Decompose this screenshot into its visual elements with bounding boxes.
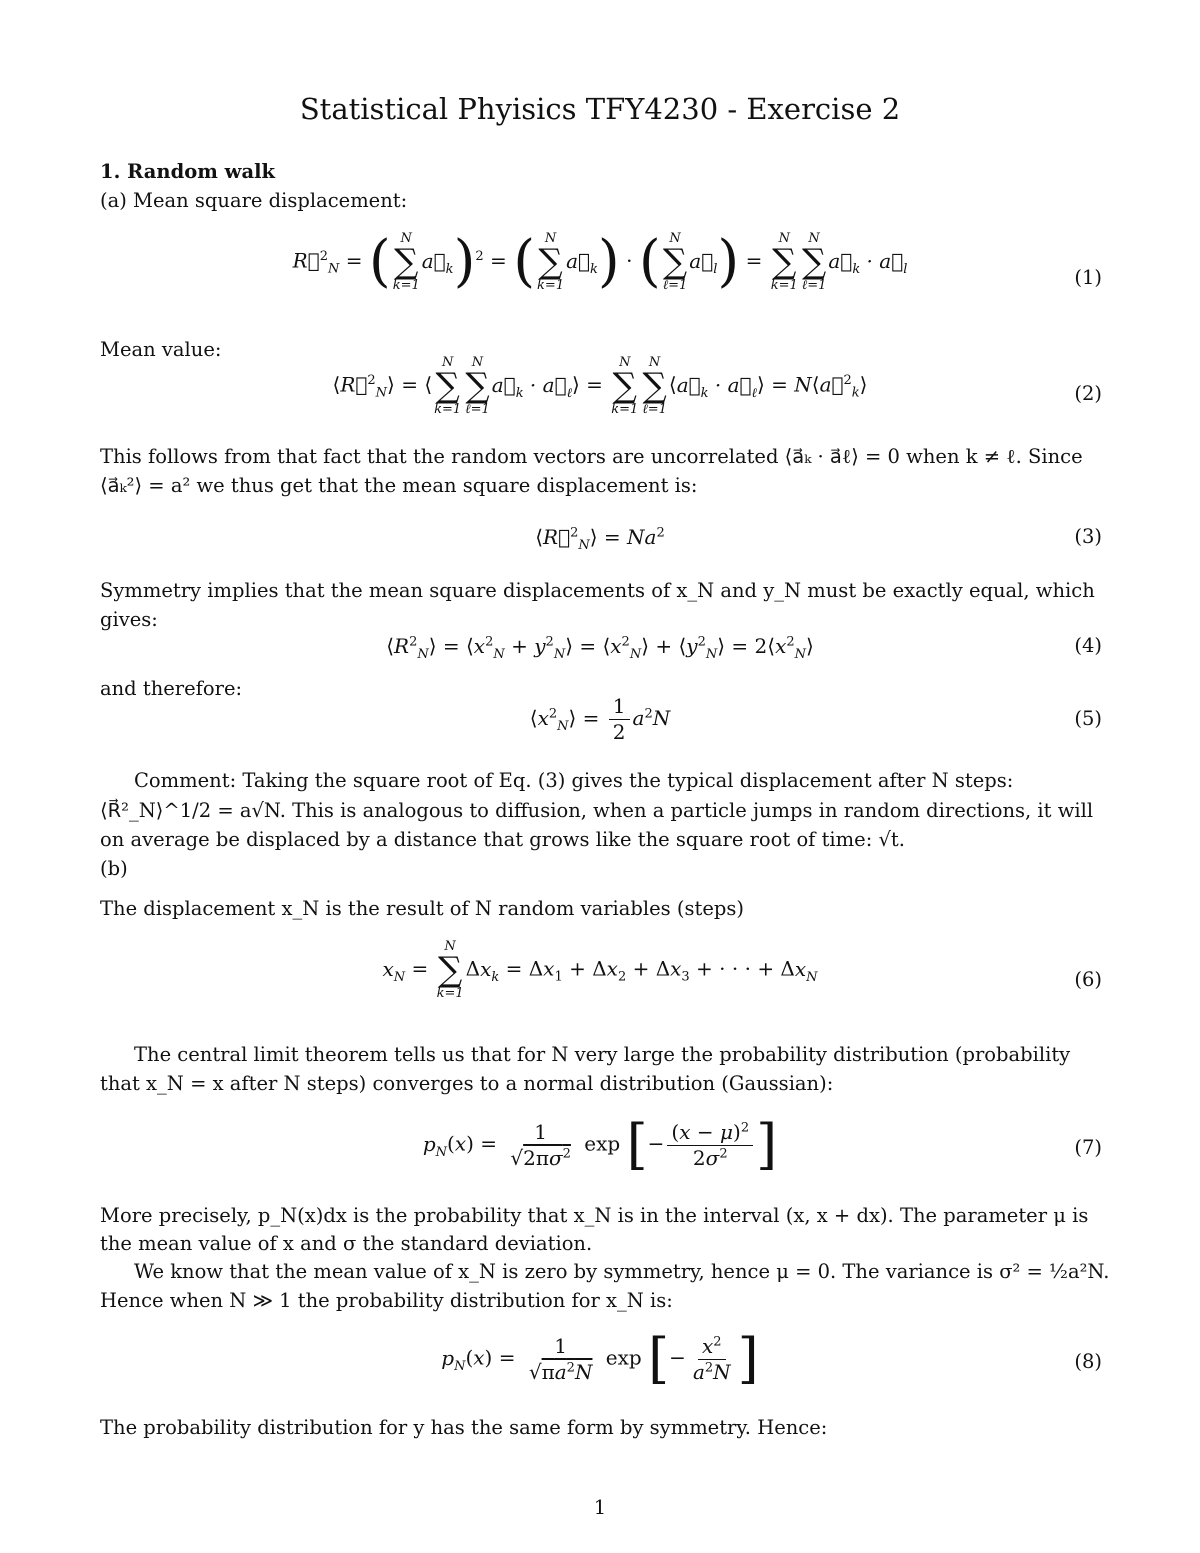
paragraph-line: We know that the mean value of x_N is zero by symmetry, hence μ = 0. The variance is σ² = ½a²N. <box>134 1260 1110 1283</box>
section-heading: 1. Random walk <box>100 160 276 183</box>
comment-line: on average be displaced by a distance that grows like the square root of time: √t. <box>100 828 905 851</box>
equation-number: (8) <box>1074 1350 1102 1373</box>
paragraph-line: The central limit theorem tells us that for N very large the probability distribution (probability <box>134 1043 1071 1066</box>
equation-4: $⟨R^2_N⟩$ = $⟨x^2_N$ + $y^2_N⟩$ = $⟨x^2_N⟩$ + $⟨y^2_N⟩$ = $2⟨x^2_N⟩$ <box>386 634 814 662</box>
equation-number: (2) <box>1074 382 1102 405</box>
equation-8: $p_N(x)$ = $\frac{1}{√\pi a^2N}$ exp [− $\frac{x^2}{a^2N}$ ] <box>441 1327 759 1390</box>
equation-3: ⟨R⃗$^2_N$⟩ = $Na^2$ <box>535 525 665 553</box>
part-a-label: (a) Mean square displacement: <box>100 189 408 212</box>
comment-line: Comment: Taking the square root of Eq. (3) gives the typical displacement after N steps: <box>134 769 1014 792</box>
equation-number: (7) <box>1074 1136 1102 1159</box>
comment-line: ⟨R⃗²_N⟩^1/2 = a√N. This is analogous to diffusion, when a particle jumps in random directions, it will <box>100 799 1094 822</box>
paragraph-line: This follows from that fact that the random vectors are uncorrelated ⟨a⃗ₖ · a⃗ℓ⟩ = 0 when k ≠ ℓ. Since <box>100 445 1083 468</box>
mean-value-label: Mean value: <box>100 338 222 361</box>
equation-6: $x_N$ = N ∑ k=1 $\Delta x_k = \Delta x_1 + \Delta x_2 + \Delta x_3$ + · · · + $\Delta x_N$ <box>382 939 818 1001</box>
equation-7: $p_N(x)$ = $\frac{1}{√2\pi\sigma^2}$ exp [− $\frac{(x - \mu)^2}{2\sigma^2}$ ] <box>422 1113 778 1176</box>
equation-number: (4) <box>1074 634 1102 657</box>
paragraph-line: Hence when N ≫ 1 the probability distribution for x_N is: <box>100 1289 673 1312</box>
paragraph-line: More precisely, p_N(x)dx is the probability that x_N is in the interval (x, x + dx). The parameter μ is <box>100 1204 1089 1227</box>
equation-number: (3) <box>1074 525 1102 548</box>
paragraph-line: the mean value of x and σ the standard deviation. <box>100 1232 593 1255</box>
paragraph-line: The probability distribution for y has the same form by symmetry. Hence: <box>100 1416 828 1439</box>
paragraph-line: The displacement x_N is the result of N random variables (steps) <box>100 897 744 920</box>
paragraph-line: Symmetry implies that the mean square displacements of x_N and y_N must be exactly equal, which <box>100 579 1095 602</box>
and-therefore-label: and therefore: <box>100 677 243 700</box>
paragraph-line: ⟨a⃗ₖ²⟩ = a² we thus get that the mean square displacement is: <box>100 474 698 497</box>
paragraph-line: that x_N = x after N steps) converges to a normal distribution (Gaussian): <box>100 1072 834 1095</box>
equation-number: (1) <box>1074 266 1102 289</box>
equation-1: R⃗$^2_N$ = ( N ∑ k=1 $a⃗_k)^2$ = ( N ∑ k=1 $a⃗_k$) · ( N ∑ ℓ=1 $a⃗_l$) = N ∑ k=1 N ∑ ℓ=1 $a⃗_k$ · $a⃗_l$ <box>292 229 908 294</box>
equation-2: ⟨R⃗$^2_N$⟩ = ⟨ N ∑ k=1 N ∑ ℓ=1 $a⃗_k$ · $a⃗_\ell⟩$ = N ∑ k=1 N ∑ ℓ=1 $⟨a⃗_k$ · $a⃗_\ell⟩$ = N⟨a⃗$^2_k$⟩ <box>332 355 868 417</box>
part-b-label: (b) <box>100 857 128 880</box>
equation-5: $⟨x^2_N⟩$ = $\frac{1}{2}$ $a^2N$ <box>529 694 671 744</box>
page-title: Statistical Phyisics TFY4230 - Exercise 2 <box>299 92 901 126</box>
page-number: 1 <box>593 1496 607 1519</box>
equation-number: (6) <box>1074 968 1102 991</box>
equation-number: (5) <box>1074 707 1102 730</box>
paragraph-line: gives: <box>100 608 158 631</box>
